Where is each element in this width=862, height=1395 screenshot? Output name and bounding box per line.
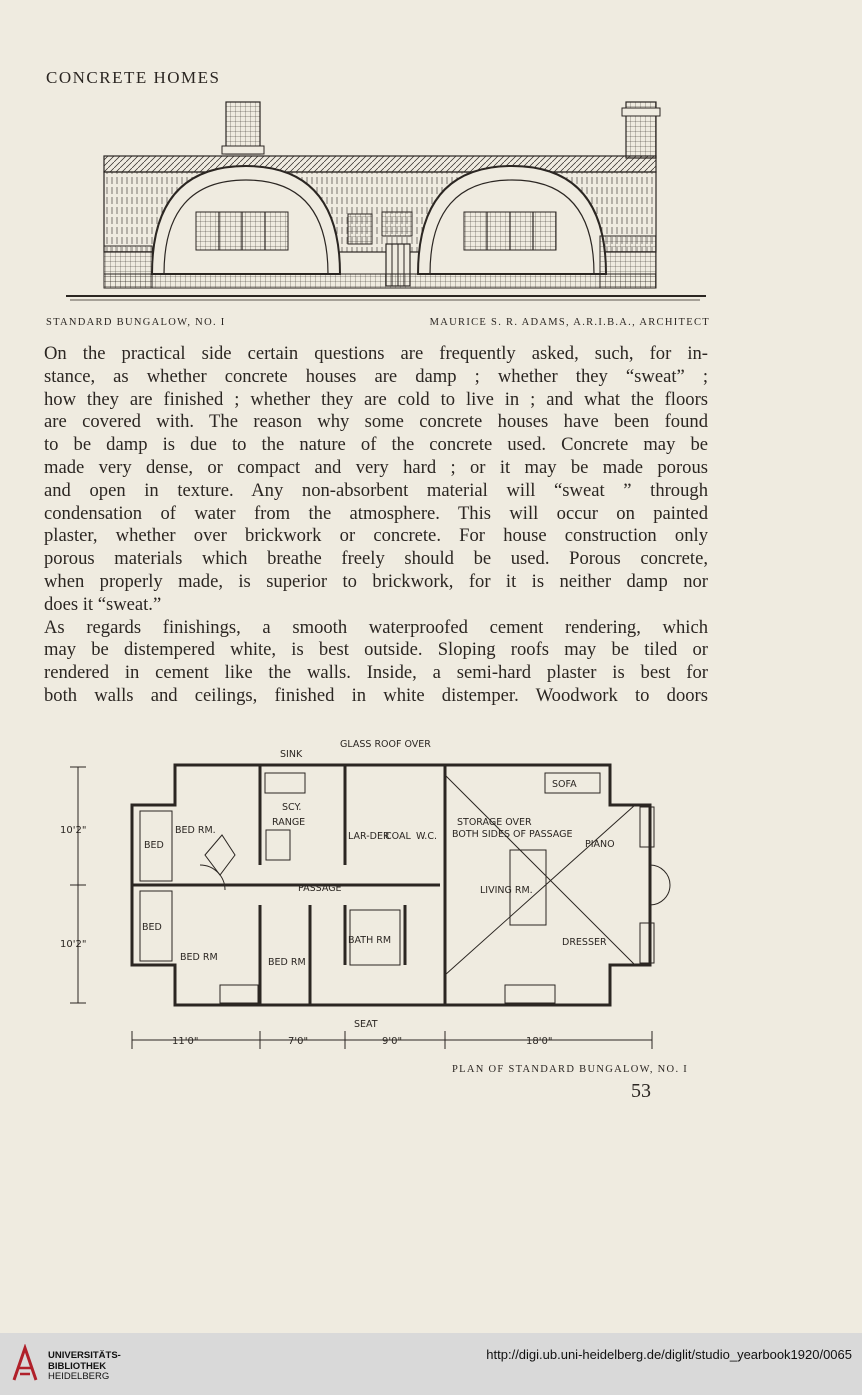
text-line: On the practical side certain questions are frequently asked, such, for in- [44, 343, 708, 364]
library-name-line3: HEIDELBERG [48, 1371, 110, 1382]
university-library-logo-icon [10, 1344, 40, 1384]
text-line: how they are finished ; whether they are cold to live in ; and what the floors [44, 388, 708, 410]
text-line: As regards finishings, a smooth waterproofed cement rendering, which [44, 616, 708, 638]
elevation-caption-left: STANDARD BUNGALOW, NO. I [46, 317, 226, 328]
plan-label-wc: W.C. [416, 831, 437, 842]
floor-plan-drawing [60, 735, 700, 1060]
page-number: 53 [631, 1080, 651, 1102]
plan-label-larder: LAR-DER [348, 831, 390, 842]
plan-caption: PLAN OF STANDARD BUNGALOW, NO. I [452, 1064, 689, 1075]
plan-label-range: RANGE [272, 817, 306, 828]
plan-dim-vertical-1: 10'2" [60, 825, 87, 836]
text-line: stance, as whether concrete houses are damp ; whether they “sweat” ; [44, 365, 708, 387]
source-url-link[interactable]: http://digi.ub.uni-heidelberg.de/diglit/studio_yearbook1920/0065 [486, 1347, 852, 1362]
plan-label-storage-2: BOTH SIDES OF PASSAGE [452, 829, 573, 840]
plan-dim-vertical-2: 10'2" [60, 939, 87, 950]
text-line: porous materials which breathe freely should be used. Porous concrete, [44, 548, 708, 570]
text-line: to be damp is due to the nature of the concrete used. Concrete may be [44, 434, 708, 456]
library-name-line1: UNIVERSITÄTS- [48, 1350, 121, 1361]
running-head: CONCRETE HOMES [46, 68, 221, 87]
plan-label-dresser: DRESSER [562, 937, 607, 948]
viewer-footer [0, 1333, 862, 1395]
plan-label-storage-1: STORAGE OVER [457, 817, 532, 828]
plan-label-bed-2: BED [142, 922, 162, 933]
text-line: may be distempered white, is best outside. Sloping roofs may be tiled or [44, 639, 708, 661]
plan-label-bed-1: BED [144, 840, 164, 851]
text-line: plaster, whether over brickwork or concrete. For house construction only [44, 525, 708, 547]
plan-label-sofa: SOFA [552, 779, 577, 790]
text-line: rendered in cement like the walls. Inside, a semi-hard plaster is best for [44, 662, 708, 684]
text-line: when properly made, is superior to brickwork, for it is neither damp nor [44, 570, 708, 592]
text-line: condensation of water from the atmosphere. This will occur on painted [44, 502, 708, 524]
plan-label-piano: PIANO [585, 839, 615, 850]
plan-label-bedroom-1: BED RM. [175, 825, 216, 836]
plan-label-passage: PASSAGE [298, 883, 342, 894]
text-line: does it “sweat.” [44, 593, 162, 615]
bungalow-elevation-drawing [60, 96, 710, 308]
library-name [48, 1351, 121, 1383]
plan-label-glass-roof: GLASS ROOF OVER [340, 739, 431, 750]
plan-dim-11ft: 11'0" [172, 1036, 199, 1047]
plan-label-scullery: SCY. [282, 802, 302, 813]
text-line: made very dense, or compact and very hard ; or it may be made porous [44, 456, 708, 478]
text-line: are covered with. The reason why some concrete houses have been found [44, 411, 708, 433]
plan-label-bedroom-3: BED RM [268, 957, 306, 968]
plan-label-seat: SEAT [354, 1019, 378, 1030]
plan-dim-18ft: 18'0" [526, 1036, 553, 1047]
plan-dim-7ft: 7'0" [288, 1036, 309, 1047]
plan-label-coal: COAL [385, 831, 411, 842]
plan-label-bathroom: BATH RM [348, 935, 392, 946]
text-line: and open in texture. Any non-absorbent material will “sweat ” through [44, 479, 708, 501]
plan-label-living-room: LIVING RM. [480, 885, 533, 896]
plan-label-bedroom-2: BED RM [180, 952, 218, 963]
body-paragraph [44, 343, 708, 708]
elevation-caption-right: MAURICE S. R. ADAMS, A.R.I.B.A., ARCHITECT [429, 317, 710, 328]
text-line: both walls and ceilings, finished in white distemper. Woodwork to doors [44, 684, 708, 706]
plan-dim-9ft: 9'0" [382, 1036, 403, 1047]
plan-label-sink: SINK [280, 749, 303, 760]
library-name-line2: BIBLIOTHEK [48, 1360, 107, 1372]
